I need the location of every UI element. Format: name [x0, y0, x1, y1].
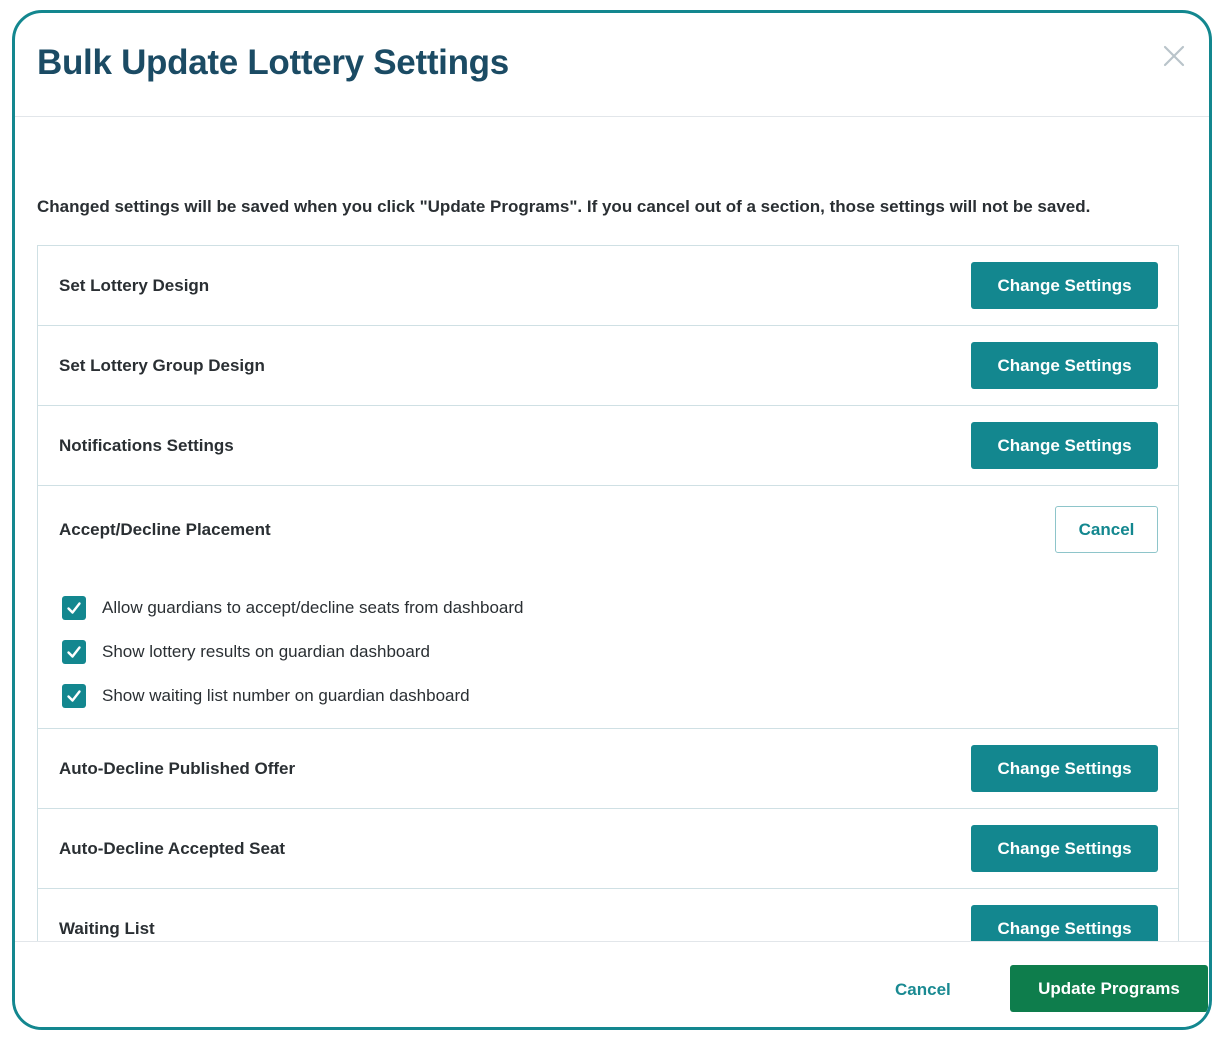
- modal-footer: [15, 941, 1209, 1027]
- section-row: [38, 729, 1178, 808]
- section-row: [38, 809, 1178, 888]
- change-settings-button[interactable]: Change Settings: [971, 905, 1158, 941]
- settings-sections: [37, 245, 1179, 941]
- update-programs-button[interactable]: Update Programs: [1010, 965, 1208, 1012]
- section-waiting-list: [38, 889, 1178, 941]
- footer-cancel-button[interactable]: Cancel: [895, 980, 951, 999]
- bulk-update-modal: [12, 10, 1212, 1030]
- modal-header: [15, 13, 1209, 117]
- change-settings-button[interactable]: Change Settings: [971, 262, 1158, 309]
- option-label: Show waiting list number on guardian dashboard: [102, 686, 470, 705]
- section-label: Set Lottery Design: [59, 276, 210, 295]
- section-cancel-button[interactable]: Cancel: [1055, 506, 1158, 553]
- section-row: [38, 889, 1178, 941]
- section-set-lottery-group-design: [38, 326, 1178, 406]
- section-label: Notifications Settings: [59, 436, 234, 455]
- option-row: [62, 674, 1178, 718]
- option-row: [62, 586, 1178, 630]
- change-settings-button[interactable]: Change Settings: [971, 825, 1158, 872]
- change-settings-button[interactable]: Change Settings: [971, 745, 1158, 792]
- section-row: [38, 326, 1178, 405]
- section-set-lottery-design: [38, 246, 1178, 326]
- section-label: Accept/Decline Placement: [59, 520, 271, 539]
- section-notifications-settings: [38, 406, 1178, 486]
- section-row: [38, 486, 1178, 570]
- section-label: Auto-Decline Published Offer: [59, 759, 296, 778]
- modal-body: [15, 117, 1209, 941]
- close-icon[interactable]: [1161, 43, 1187, 69]
- section-label: Auto-Decline Accepted Seat: [59, 839, 286, 858]
- section-auto-decline-published-offer: [38, 729, 1178, 809]
- section-row: [38, 246, 1178, 325]
- checkbox-checked-icon[interactable]: [62, 596, 86, 620]
- placement-options: [38, 570, 1178, 728]
- modal-title: Bulk Update Lottery Settings: [37, 43, 509, 82]
- section-label: Waiting List: [59, 919, 155, 938]
- checkbox-checked-icon[interactable]: [62, 640, 86, 664]
- checkbox-checked-icon[interactable]: [62, 684, 86, 708]
- section-auto-decline-accepted-seat: [38, 809, 1178, 889]
- option-label: Allow guardians to accept/decline seats from dashboard: [102, 598, 524, 617]
- option-row: [62, 630, 1178, 674]
- section-label: Set Lottery Group Design: [59, 356, 265, 375]
- section-row: [38, 406, 1178, 485]
- option-label: Show lottery results on guardian dashboard: [102, 642, 430, 661]
- change-settings-button[interactable]: Change Settings: [971, 342, 1158, 389]
- section-accept-decline-placement: [38, 486, 1178, 729]
- info-text: Changed settings will be saved when you click "Update Programs". If you cancel out of a section, those settings will not be saved.: [37, 197, 1091, 216]
- change-settings-button[interactable]: Change Settings: [971, 422, 1158, 469]
